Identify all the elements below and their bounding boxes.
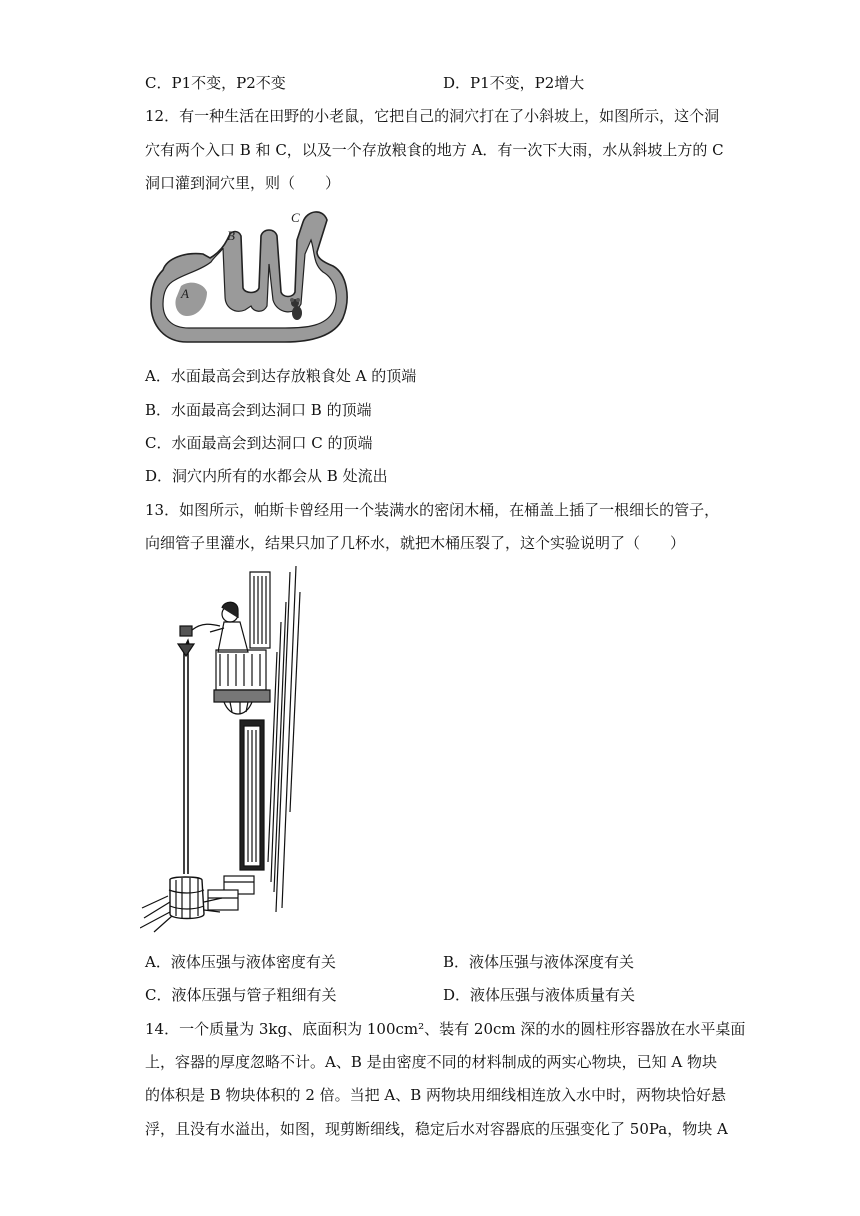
q11-option-c: C．P1不变，P2不变 xyxy=(145,74,286,92)
burrow-label-b: B xyxy=(227,228,235,243)
burrow-figure xyxy=(145,200,355,352)
q13-stem-line1: 13．如图所示，帕斯卡曾经用一个装满水的密闭木桶，在桶盖上插了一根细长的管子， xyxy=(145,501,720,519)
q13-option-d: D．液体压强与液体质量有关 xyxy=(443,986,636,1004)
q13-option-a: A．液体压强与液体密度有关 xyxy=(145,953,336,971)
q14-stem-line3: 的体积是 B 物块体积的 2 倍。当把 A、B 两物块用细线相连放入水中时，两物块恰好悬 xyxy=(145,1086,727,1104)
q12-stem-line2: 穴有两个入口 B 和 C，以及一个存放粮食的地方 A．有一次下大雨，水从斜坡上方的 C xyxy=(145,141,724,159)
q13-option-b: B．液体压强与液体深度有关 xyxy=(443,953,635,971)
q12-option-d: D．洞穴内所有的水都会从 B 处流出 xyxy=(145,467,388,485)
q13-stem-line2: 向细管子里灌水，结果只加了几杯水，就把木桶压裂了，这个实验说明了（ ） xyxy=(145,534,686,552)
q12-stem-line1: 12．有一种生活在田野的小老鼠，它把自己的洞穴打在了小斜坡上，如图所示，这个洞 xyxy=(145,107,720,125)
burrow-label-a: A xyxy=(181,286,189,301)
q14-stem-line4: 浮，且没有水溢出，如图，现剪断细线，稳定后水对容器底的压强变化了 50Pa，物块 A xyxy=(145,1120,728,1138)
q14-stem-line1: 14．一个质量为 3kg、底面积为 100cm²、装有 20cm 深的水的圆柱形容器放在水平桌面 xyxy=(145,1020,746,1038)
q13-option-c: C．液体压强与管子粗细有关 xyxy=(145,986,337,1004)
pascal-barrel-figure xyxy=(140,562,305,934)
q12-stem-line3: 洞口灌到洞穴里，则（ ） xyxy=(145,174,341,192)
q11-option-d: D．P1不变，P2增大 xyxy=(443,74,585,92)
q14-stem-line2: 上，容器的厚度忽略不计。A、B 是由密度不同的材料制成的两实心物块，已知 A 物块 xyxy=(145,1053,717,1071)
q12-option-c: C．水面最高会到达洞口 C 的顶端 xyxy=(145,434,373,452)
q12-option-a: A．水面最高会到达存放粮食处 A 的顶端 xyxy=(145,367,417,385)
q12-option-b: B．水面最高会到达洞口 B 的顶端 xyxy=(145,401,372,419)
burrow-label-c: C xyxy=(291,210,300,225)
